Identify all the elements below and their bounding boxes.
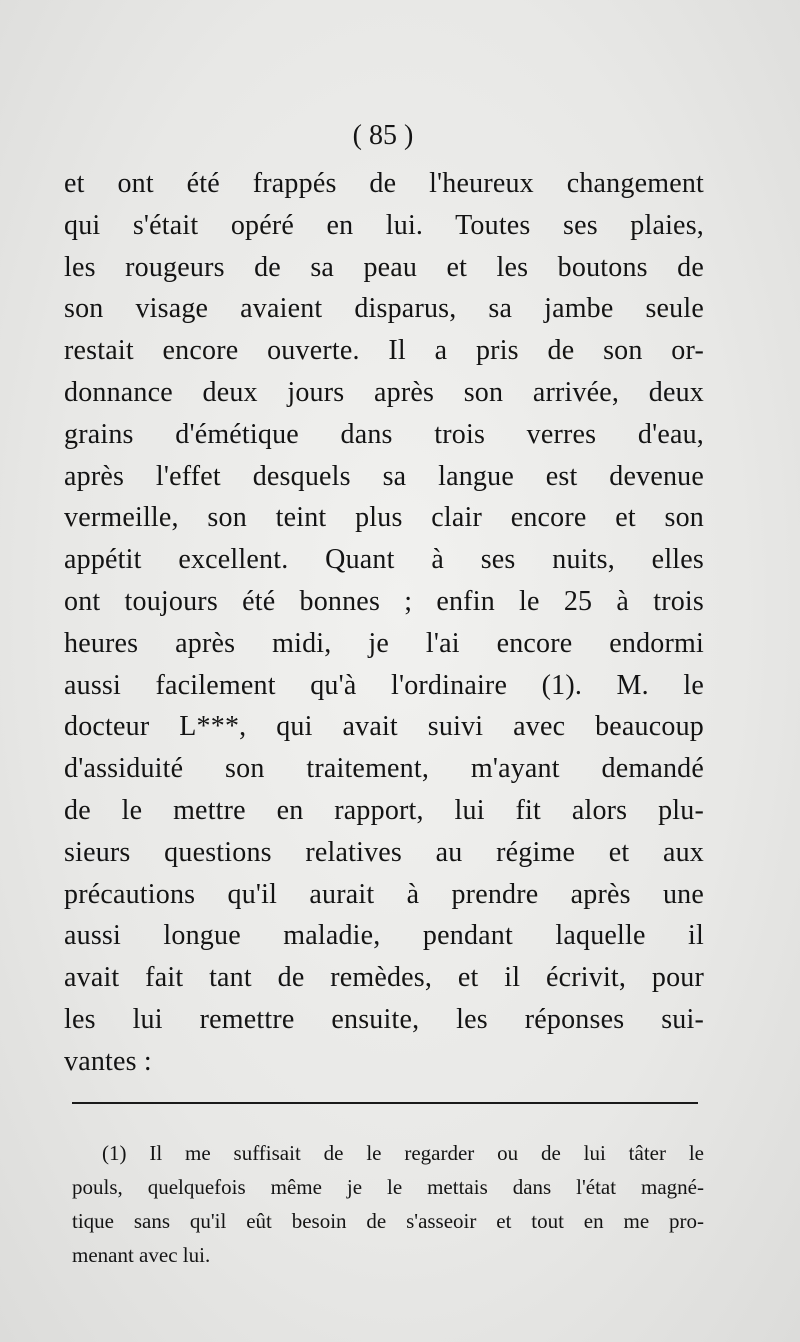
body-line: aussi longue maladie, pendant laquelle il: [64, 920, 704, 952]
footnote-line: pouls, quelquefois même je le mettais dans l'état magné-: [72, 1175, 704, 1199]
body-line: appétit excellent. Quant à ses nuits, elles: [64, 544, 704, 576]
footnote-line: tique sans qu'il eût besoin de s'asseoir et tout en me pro-: [72, 1209, 704, 1233]
body-line: de le mettre en rapport, lui fit alors plu-: [64, 794, 704, 826]
body-line: son visage avaient disparus, sa jambe seule: [64, 293, 704, 325]
body-line: d'assiduité son traitement, m'ayant demandé: [64, 753, 704, 785]
body-line: ont toujours été bonnes ; enfin le 25 à trois: [64, 585, 704, 617]
body-line: qui s'était opéré en lui. Toutes ses plaies,: [64, 209, 704, 241]
body-line: docteur L***, qui avait suivi avec beaucoup: [64, 711, 704, 743]
body-line: aussi facilement qu'à l'ordinaire (1). M. le: [64, 669, 704, 701]
page-number: ( 85 ): [352, 120, 414, 151]
footnote-divider: [72, 1102, 698, 1104]
body-line: donnance deux jours après son arrivée, deux: [64, 376, 704, 408]
footnote: [72, 1136, 704, 1272]
body-line: les lui remettre ensuite, les réponses sui-: [64, 1003, 704, 1035]
footnote-line: menant avec lui.: [72, 1243, 211, 1267]
body-line: précautions qu'il aurait à prendre après une: [64, 878, 704, 910]
body-line: grains d'émétique dans trois verres d'eau,: [64, 418, 704, 450]
body-line: après l'effet desquels sa langue est devenue: [64, 460, 704, 492]
body-line: vermeille, son teint plus clair encore et son: [64, 502, 704, 534]
footnote-line: (1) Il me suffisait de le regarder ou de lui tâter le: [102, 1141, 704, 1165]
body-paragraph: [64, 163, 704, 1083]
body-line: avait fait tant de remèdes, et il écrivit, pour: [64, 962, 704, 994]
body-line: sieurs questions relatives au régime et aux: [64, 836, 704, 868]
body-line: vantes :: [64, 1045, 152, 1077]
body-line: et ont été frappés de l'heureux changement: [64, 168, 704, 199]
body-line: les rougeurs de sa peau et les boutons de: [64, 251, 704, 283]
body-line: heures après midi, je l'ai encore endormi: [64, 627, 704, 659]
body-line: restait encore ouverte. Il a pris de son or-: [64, 335, 704, 367]
